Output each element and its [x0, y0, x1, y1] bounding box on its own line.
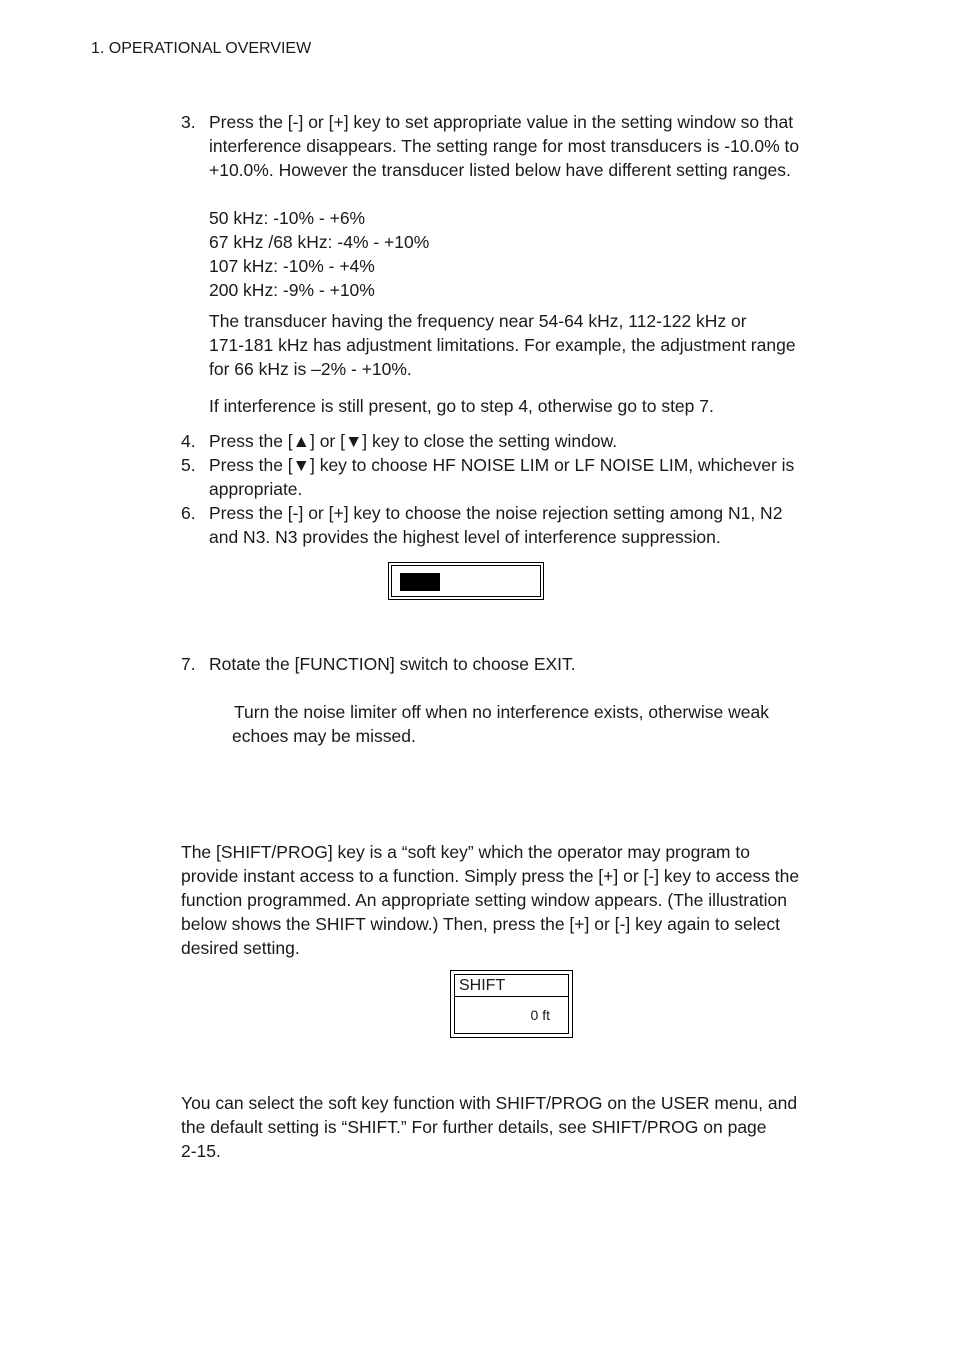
noise-limit-highlight-bar [400, 573, 440, 591]
limitation-paragraph [209, 309, 796, 381]
range-item: 50 kHz: -10% - +6% [209, 208, 366, 228]
step-5-number: 5. [181, 455, 196, 475]
shift-window-value: 0 ft [530, 1007, 550, 1023]
step-5-line-1: Press the [▼] key to choose HF NOISE LIM or LF NOISE LIM, whichever is [209, 455, 795, 475]
limitation-line: 171-181 kHz has adjustment limitations. For example, the adjustment range [209, 335, 796, 355]
step-7-text: Rotate the [FUNCTION] switch to choose EXIT. [209, 654, 576, 674]
final-line: the default setting is “SHIFT.” For further details, see SHIFT/PROG on page [181, 1117, 767, 1137]
limitation-line: The transducer having the frequency near 54-64 kHz, 112-122 kHz or [209, 311, 747, 331]
section-header: 1. OPERATIONAL OVERVIEW [91, 40, 312, 57]
final-line: 2-15. [181, 1141, 221, 1161]
shiftprog-line: below shows the SHIFT window.) Then, press the [+] or [-] key again to select [181, 914, 781, 934]
step-3-text [209, 110, 799, 182]
step-7-number: 7. [181, 654, 196, 674]
step-4-number: 4. [181, 431, 196, 451]
note-text [232, 700, 769, 748]
shift-window [450, 970, 573, 1038]
shift-window-inner [454, 974, 569, 1034]
shift-window-title: SHIFT [459, 977, 506, 994]
still-present-text: If interference is still present, go to step 4, otherwise go to step 7. [209, 396, 714, 416]
step-3-line-3: +10.0%. However the transducer listed below have different setting ranges. [209, 160, 791, 180]
shiftprog-line: function programmed. An appropriate setting window appears. (The illustration [181, 890, 788, 910]
final-paragraph [181, 1091, 797, 1163]
step-5-text [209, 453, 794, 501]
shift-window-title-bar [455, 975, 568, 997]
step-3-number: 3. [181, 112, 196, 132]
step-6-number: 6. [181, 503, 196, 523]
step-6-line-1: Press the [-] or [+] key to choose the noise rejection setting among N1, N2 [209, 503, 783, 523]
note-line: echoes may be missed. [232, 726, 416, 746]
range-item: 67 kHz /68 kHz: -4% - +10% [209, 232, 430, 252]
step-3-line-2: interference disappears. The setting range for most transducers is -10.0% to [209, 136, 800, 156]
step-6-line-2: and N3. N3 provides the highest level of interference suppression. [209, 527, 721, 547]
range-item: 200 kHz: -9% - +10% [209, 280, 375, 300]
note-line: Turn the noise limiter off when no interference exists, otherwise weak [234, 702, 769, 722]
noise-limit-window [388, 562, 544, 600]
step-5-line-2: appropriate. [209, 479, 303, 499]
shiftprog-line: The [SHIFT/PROG] key is a “soft key” which the operator may program to [181, 842, 750, 862]
range-list [209, 206, 429, 302]
final-line: You can select the soft key function with SHIFT/PROG on the USER menu, and [181, 1093, 798, 1113]
step-4-text: Press the [▲] or [▼] key to close the setting window. [209, 431, 618, 451]
shiftprog-paragraph [181, 840, 799, 960]
shiftprog-line: desired setting. [181, 938, 300, 958]
shiftprog-line: provide instant access to a function. Simply press the [+] or [-] key to access the [181, 866, 800, 886]
range-item: 107 kHz: -10% - +4% [209, 256, 375, 276]
step-3-line-1: Press the [-] or [+] key to set appropriate value in the setting window so that [209, 112, 794, 132]
step-6-text [209, 501, 782, 549]
limitation-line: for 66 kHz is –2% - +10%. [209, 359, 412, 379]
